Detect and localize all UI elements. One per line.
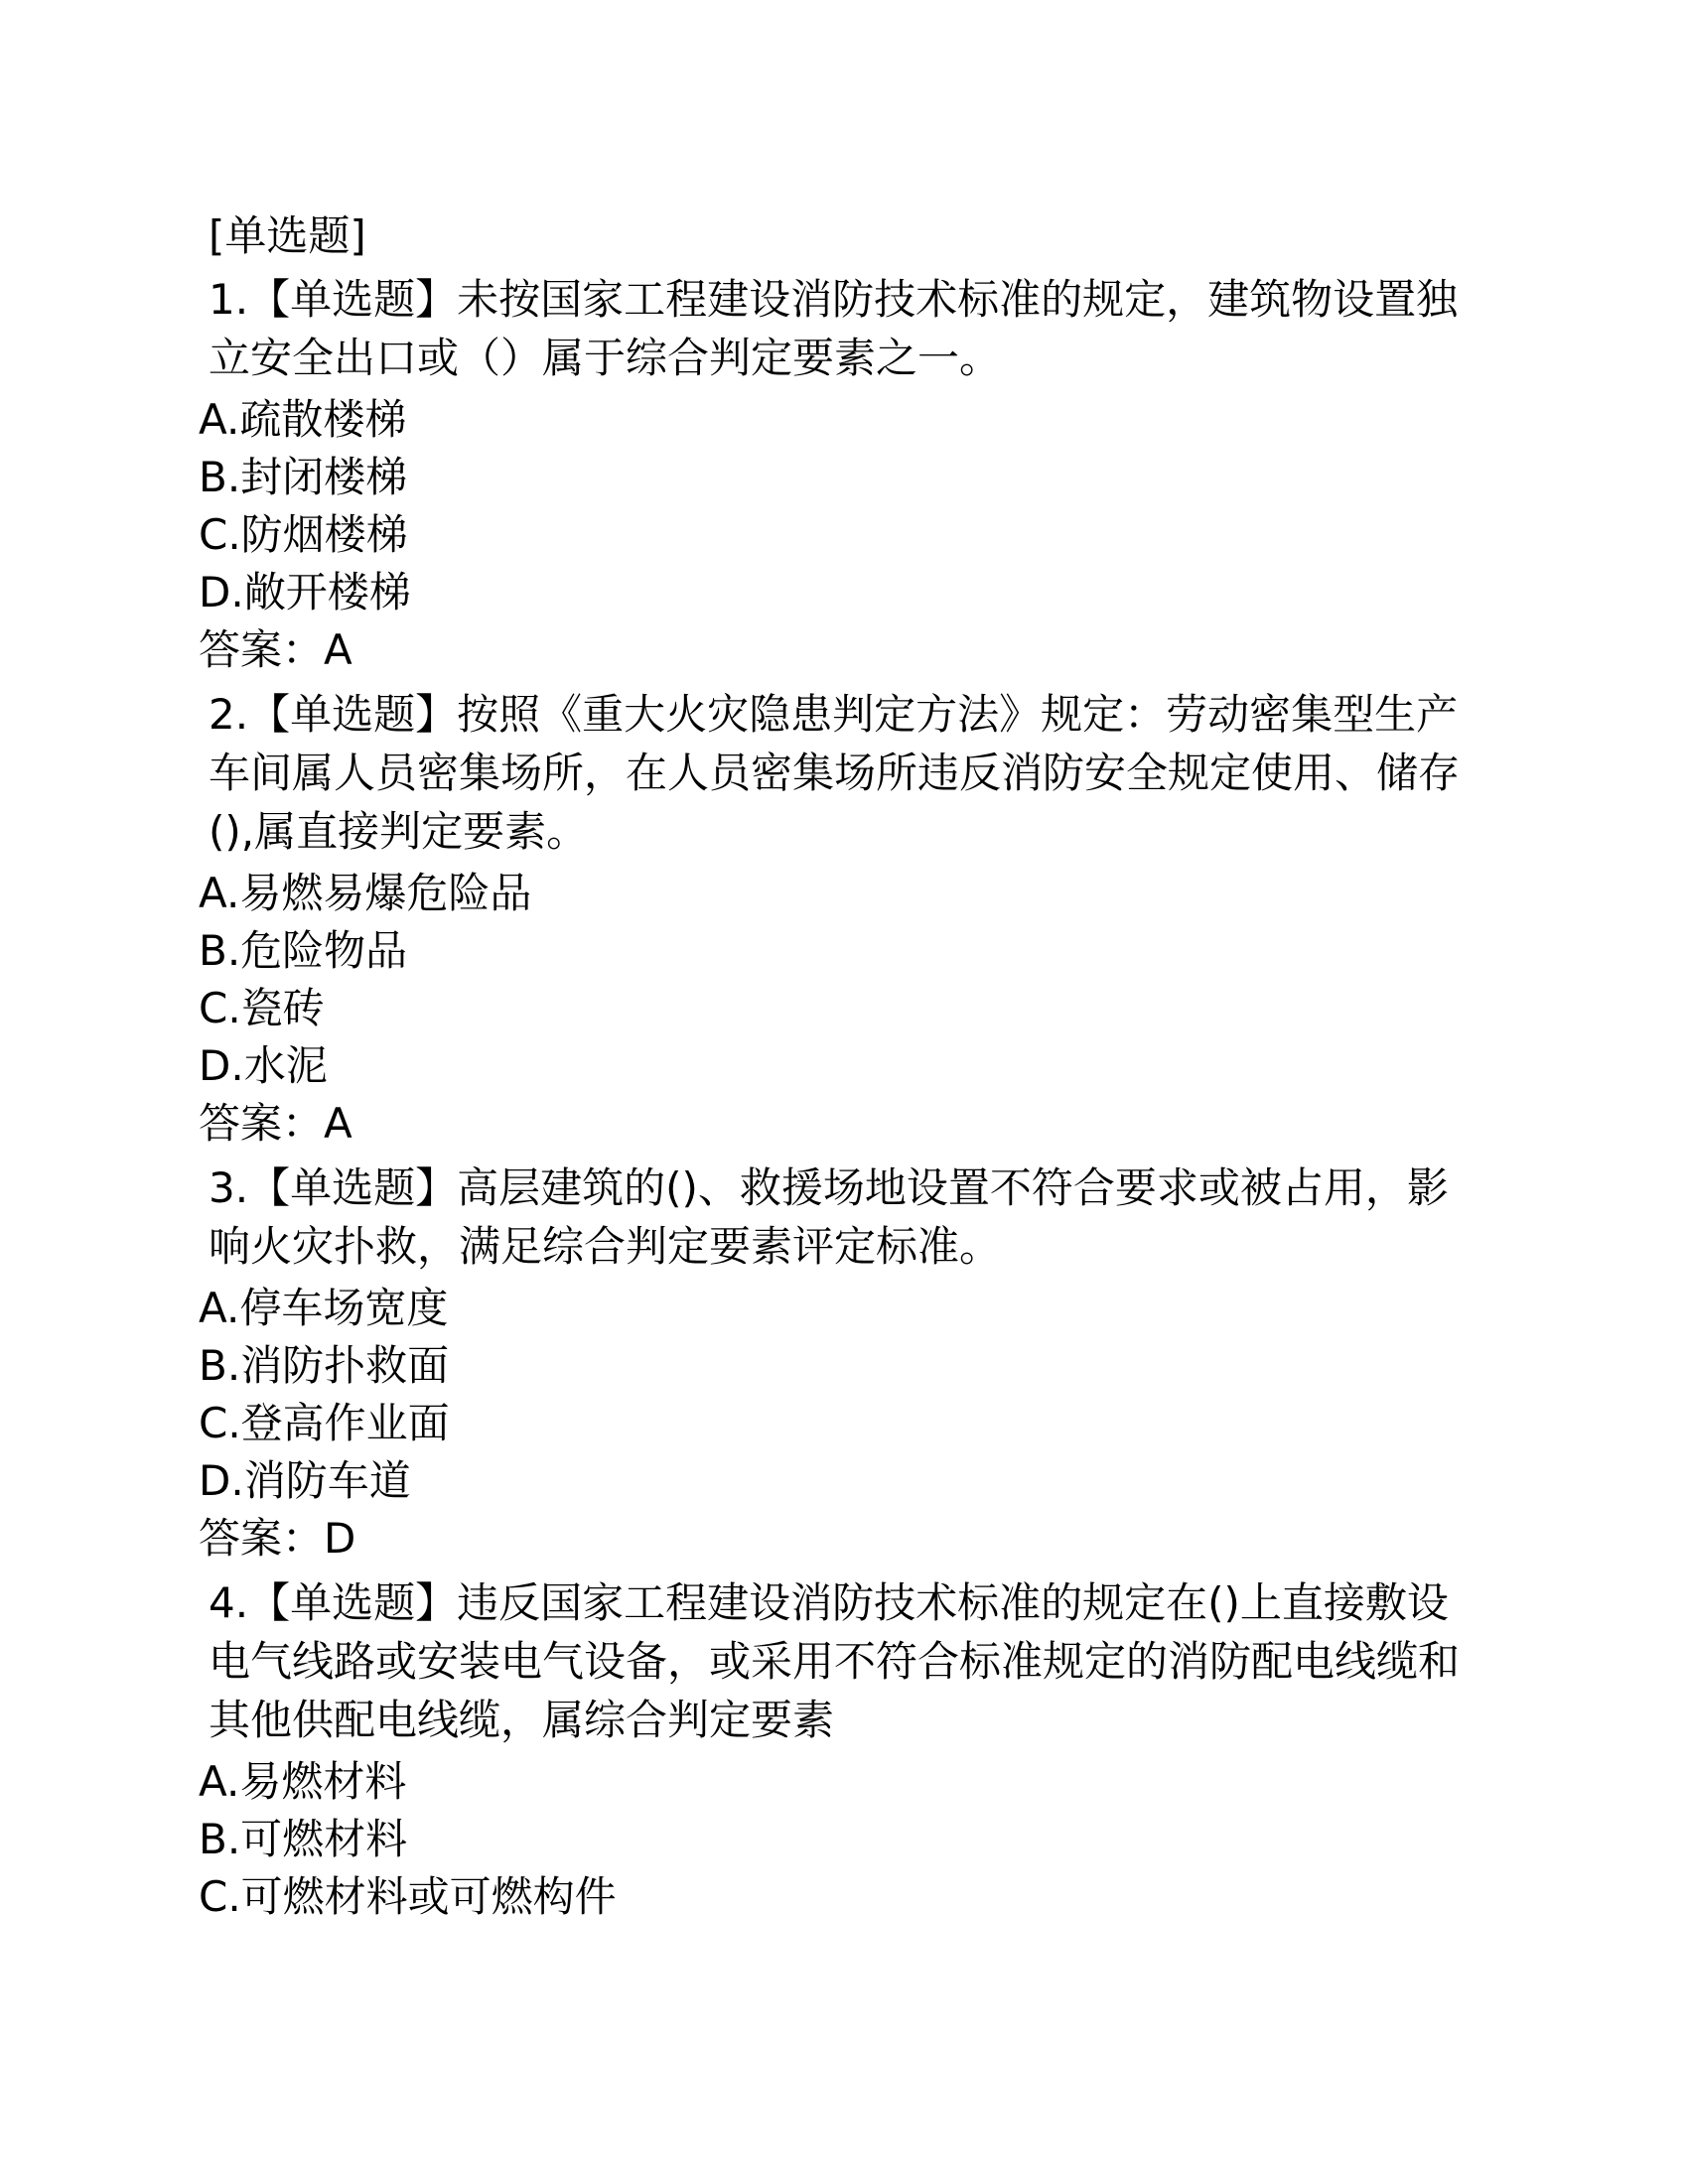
answer: 答案：A bbox=[199, 1099, 352, 1148]
answer: 答案：D bbox=[199, 1514, 356, 1563]
option-d: D.敞开楼梯 bbox=[199, 568, 411, 616]
option-a: A.易燃易爆危险品 bbox=[199, 869, 532, 917]
option-c: C.防烟楼梯 bbox=[199, 510, 408, 559]
question-stem: 2.【单选题】按照《重大火灾隐患判定方法》规定：劳动密集型生产车间属人员密集场所，在人员密集场所违反消防安全规定使用、储存(),属直接判定要素。 bbox=[209, 690, 1461, 856]
question-stem: 4.【单选题】违反国家工程建设消防技术标准的规定在()上直接敷设电气线路或安装电气设备，或采用不符合标准规定的消防配电线缆和其他供配电线缆，属综合判定要素 bbox=[209, 1578, 1461, 1744]
option-a: A.疏散楼梯 bbox=[199, 395, 407, 444]
option-c: C.瓷砖 bbox=[199, 984, 325, 1032]
option-c: C.登高作业面 bbox=[199, 1399, 450, 1447]
section-heading: [单选题] bbox=[209, 211, 366, 260]
option-c: C.可燃材料或可燃构件 bbox=[199, 1872, 617, 1921]
option-b: B.消防扑救面 bbox=[199, 1341, 450, 1390]
question-stem: 1.【单选题】未按国家工程建设消防技术标准的规定，建筑物设置独立安全出口或（）属于综合判定要素之一。 bbox=[209, 275, 1459, 382]
option-b: B.封闭楼梯 bbox=[199, 453, 408, 501]
option-d: D.消防车道 bbox=[199, 1456, 411, 1505]
option-d: D.水泥 bbox=[199, 1041, 328, 1090]
option-a: A.易燃材料 bbox=[199, 1757, 407, 1806]
document-page bbox=[199, 208, 1489, 1932]
question-1 bbox=[199, 270, 1489, 679]
option-b: B.可燃材料 bbox=[199, 1815, 408, 1863]
option-a: A.停车场宽度 bbox=[199, 1284, 449, 1332]
question-4 bbox=[199, 1573, 1489, 1926]
answer: 答案：A bbox=[199, 625, 352, 674]
question-3 bbox=[199, 1159, 1489, 1568]
question-stem: 3.【单选题】高层建筑的()、救援场地设置不符合要求或被占用，影响火灾扑救，满足综合判定要素评定标准。 bbox=[209, 1163, 1449, 1271]
option-b: B.危险物品 bbox=[199, 926, 408, 975]
question-2 bbox=[199, 685, 1489, 1153]
